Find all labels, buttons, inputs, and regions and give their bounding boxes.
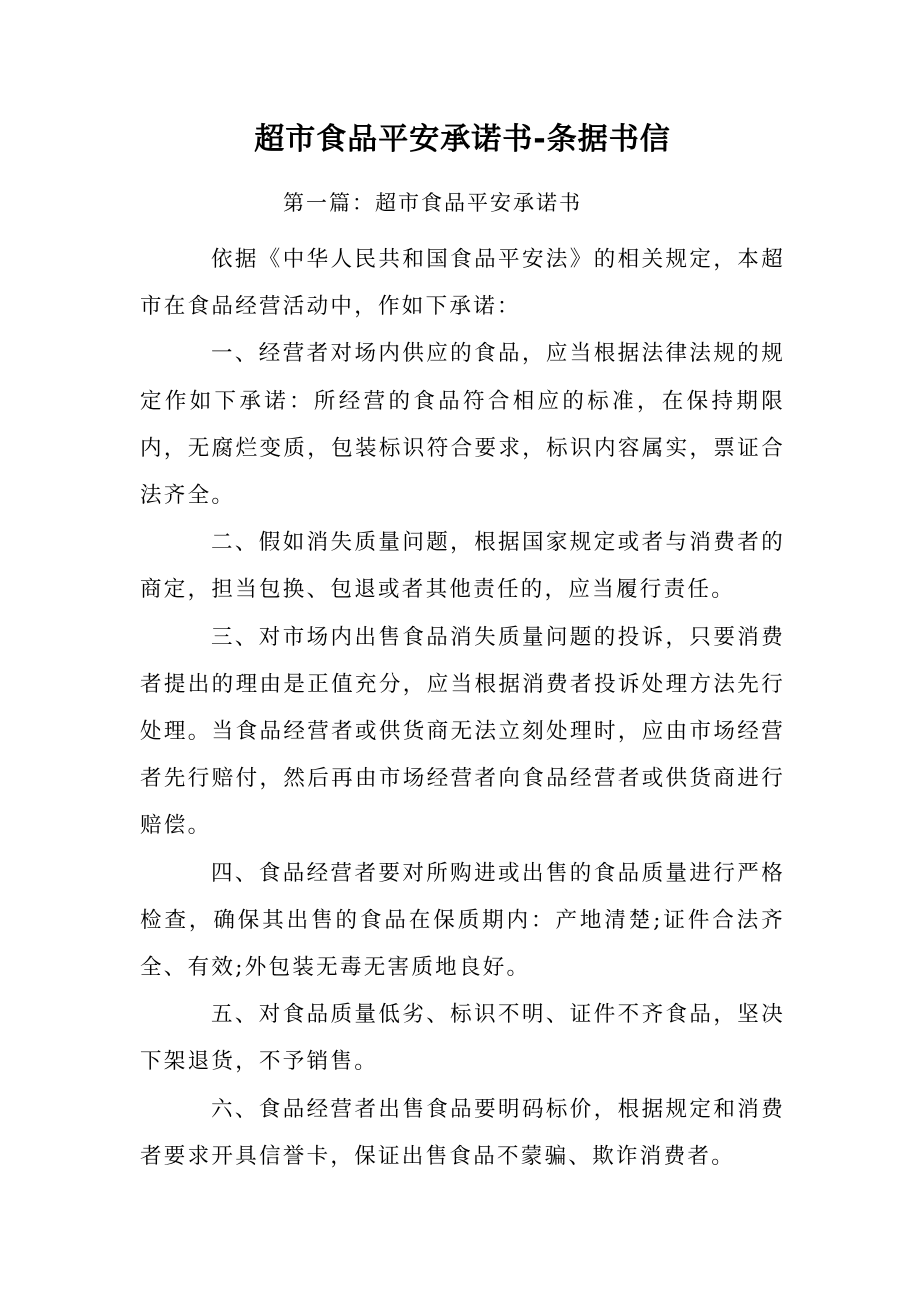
paragraph-item-2: 二、假如消失质量问题，根据国家规定或者与消费者的商定，担当包换、包退或者其他责任的，应当履行责任。 xyxy=(140,530,785,603)
paragraph-item-3: 三、对市场内出售食品消失质量问题的投诉，只要消费者提出的理由是正值充分，应当根据消费者投诉处理方法先行处理。当食品经营者或供货商无法立刻处理时，应由市场经营者先行赔付，然后再由市场经营者向食品经营者或供货商进行赔偿。 xyxy=(140,624,785,839)
section-subtitle: 第一篇：超市食品平安承诺书 xyxy=(283,191,582,215)
document-title: 超市食品平安承诺书-条据书信 xyxy=(254,122,671,157)
paragraph-intro: 依据《中华人民共和国食品平安法》的相关规定，本超市在食品经营活动中，作如下承诺： xyxy=(140,247,785,320)
paragraph-item-6: 六、食品经营者出售食品要明码标价，根据规定和消费者要求开具信誉卡，保证出售食品不蒙骗、欺诈消费者。 xyxy=(140,1096,785,1169)
paragraph-item-1: 一、经营者对场内供应的食品，应当根据法律法规的规定作如下承诺：所经营的食品符合相应的标准，在保持期限内，无腐烂变质，包装标识符合要求，标识内容属实，票证合法齐全。 xyxy=(140,341,785,509)
document-body xyxy=(140,236,785,1180)
paragraph-item-5: 五、对食品质量低劣、标识不明、证件不齐食品，坚决下架退货，不予销售。 xyxy=(140,1002,785,1075)
paragraph-item-4: 四、食品经营者要对所购进或出售的食品质量进行严格检查，确保其出售的食品在保质期内：产地清楚;证件合法齐全、有效;外包装无毒无害质地良好。 xyxy=(140,860,785,981)
